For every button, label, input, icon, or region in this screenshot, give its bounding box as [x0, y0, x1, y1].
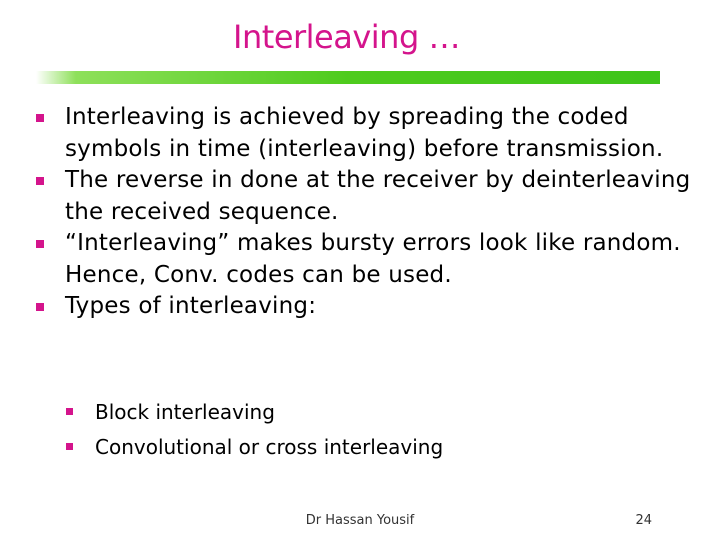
- bullet-item: [36, 165, 696, 228]
- slide-title: Interleaving …: [233, 18, 460, 56]
- bullet-square-icon: [66, 408, 73, 415]
- bullet-square-icon: [36, 303, 44, 311]
- slide-number: 24: [635, 513, 652, 528]
- sub-bullet-text: Convolutional or cross interleaving: [95, 435, 444, 459]
- bullet-square-icon: [36, 240, 44, 248]
- bullet-text: The reverse in done at the receiver by deinterleaving the received sequence.: [65, 167, 691, 225]
- bullet-text: Interleaving is achieved by spreading the coded symbols in time (interleaving) before transmission.: [65, 104, 664, 162]
- title-divider: [36, 71, 660, 84]
- sub-bullet-text: Block interleaving: [95, 400, 275, 424]
- sub-bullet-item: [66, 395, 686, 430]
- bullet-item: [36, 228, 696, 291]
- bullet-text: “Interleaving” makes bursty errors look like random. Hence, Conv. codes can be used.: [65, 230, 681, 288]
- bullet-item: [36, 102, 696, 165]
- bullet-list: [36, 102, 696, 323]
- footer-author: Dr Hassan Yousif: [305, 513, 415, 528]
- sub-bullet-list: [66, 395, 686, 465]
- bullet-square-icon: [36, 177, 44, 185]
- bullet-text: Types of interleaving:: [65, 293, 317, 319]
- bullet-item: [36, 291, 696, 323]
- bullet-square-icon: [36, 114, 44, 122]
- sub-bullet-item: [66, 430, 686, 465]
- bullet-square-icon: [66, 443, 73, 450]
